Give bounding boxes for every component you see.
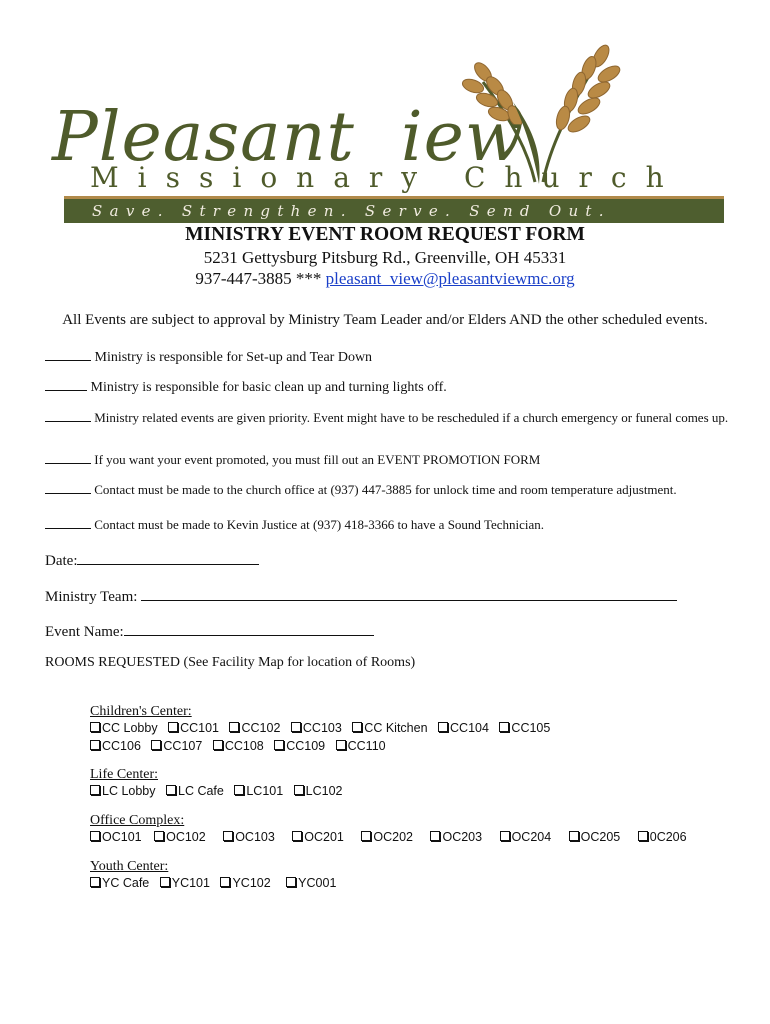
room-checkbox[interactable] xyxy=(638,830,687,844)
logo-word-iew: iew xyxy=(400,98,525,177)
checkbox-icon xyxy=(499,722,509,732)
room-label: OC205 xyxy=(580,830,621,844)
checkbox-icon xyxy=(361,831,371,841)
logo-subtitle: Missionary Church xyxy=(90,161,683,194)
checkbox-icon xyxy=(90,722,100,732)
checklist-text: If you want your event promoted, you must fill out an EVENT PROMOTION FORM xyxy=(94,452,541,467)
checklist-item xyxy=(45,348,735,366)
date-field xyxy=(45,550,259,570)
room-checkbox[interactable] xyxy=(500,830,552,844)
room-checkbox[interactable] xyxy=(229,721,280,735)
checkbox-icon xyxy=(500,831,510,841)
checklist-text: Contact must be made to the church office at (937) 447-3885 for unlock time and room temperature adjustment. xyxy=(94,482,677,497)
room-checkbox[interactable] xyxy=(160,876,210,890)
room-checkbox[interactable] xyxy=(291,721,342,735)
checkbox-icon xyxy=(336,740,346,750)
room-checkbox[interactable] xyxy=(168,721,219,735)
checklist-item xyxy=(45,516,735,533)
room-checkbox[interactable] xyxy=(213,739,264,753)
room-checkbox[interactable] xyxy=(292,830,344,844)
room-label: OC103 xyxy=(235,830,275,844)
checkbox-icon xyxy=(292,831,302,841)
room-checkbox[interactable] xyxy=(234,784,283,798)
office-complex-title: Office Complex: xyxy=(90,813,185,828)
room-label: YC101 xyxy=(171,876,210,890)
room-label: CC102 xyxy=(241,721,281,735)
checkbox-icon xyxy=(151,740,161,750)
checkbox-icon xyxy=(291,722,301,732)
email-link[interactable]: pleasant_view@pleasantviewmc.org xyxy=(325,269,575,288)
room-label: OC202 xyxy=(373,830,413,844)
room-checkbox[interactable] xyxy=(361,830,413,844)
childrens-center-title: Children's Center: xyxy=(90,704,192,719)
childrens-center-row-2 xyxy=(90,739,393,753)
room-checkbox[interactable] xyxy=(90,784,156,798)
date-input[interactable] xyxy=(77,550,259,565)
room-checkbox[interactable] xyxy=(499,721,550,735)
form-title: MINISTRY EVENT ROOM REQUEST FORM xyxy=(185,224,585,245)
checkbox-icon xyxy=(234,785,244,795)
room-label: CC104 xyxy=(450,721,489,735)
room-label: CC105 xyxy=(511,721,551,735)
checkbox-icon xyxy=(90,740,100,750)
room-checkbox[interactable] xyxy=(352,721,427,735)
ministry-team-field xyxy=(45,586,677,606)
checkbox-icon xyxy=(229,722,239,732)
room-checkbox[interactable] xyxy=(223,830,275,844)
checkbox-icon xyxy=(168,722,178,732)
childrens-center-row-1 xyxy=(90,721,557,735)
room-label: CC107 xyxy=(163,739,203,753)
room-checkbox[interactable] xyxy=(286,876,336,890)
room-label: 0C206 xyxy=(649,830,687,844)
office-complex-row xyxy=(90,830,694,844)
room-checkbox[interactable] xyxy=(90,830,142,844)
room-checkbox[interactable] xyxy=(220,876,270,890)
initials-blank[interactable] xyxy=(45,348,91,361)
logo-tagline-band xyxy=(64,196,724,223)
checkbox-icon xyxy=(154,831,164,841)
room-label: LC101 xyxy=(246,784,284,798)
checklist-text: Ministry related events are given priority. Event might have to be rescheduled if a church emergency or funeral comes up. xyxy=(94,410,729,425)
checklist-text: Ministry is responsible for basic clean up and turning lights off. xyxy=(90,380,447,395)
room-label: LC Lobby xyxy=(102,784,156,798)
initials-blank[interactable] xyxy=(45,378,87,391)
room-label: CC101 xyxy=(180,721,219,735)
church-logo xyxy=(48,42,728,224)
room-label: CC Lobby xyxy=(102,721,158,735)
date-label: Date: xyxy=(45,553,78,569)
checkbox-icon xyxy=(638,831,648,841)
checkbox-icon xyxy=(438,722,448,732)
church-address: 5231 Gettysburg Pitsburg Rd., Greenville, OH 45331 xyxy=(203,248,567,267)
room-label: CC103 xyxy=(302,721,342,735)
room-label: CC Kitchen xyxy=(364,721,428,735)
room-checkbox[interactable] xyxy=(294,784,343,798)
approval-note: All Events are subject to approval by Ministry Team Leader and/or Elders AND the other scheduled events. xyxy=(62,312,708,328)
room-checkbox[interactable] xyxy=(90,721,158,735)
checkbox-icon xyxy=(90,831,100,841)
life-center-row xyxy=(90,784,350,798)
checkbox-icon xyxy=(213,740,223,750)
initials-blank[interactable] xyxy=(45,481,91,494)
event-name-label: Event Name: xyxy=(45,624,124,640)
room-label: YC Cafe xyxy=(102,876,150,890)
room-checkbox[interactable] xyxy=(151,739,202,753)
checkbox-icon xyxy=(90,877,100,887)
room-label: YC102 xyxy=(232,876,271,890)
checklist-item xyxy=(45,378,735,396)
life-center-title: Life Center: xyxy=(90,767,159,782)
youth-center-row xyxy=(90,876,343,890)
logo-word-pleasant: Pleasant xyxy=(52,98,355,177)
checkbox-icon xyxy=(569,831,579,841)
checkbox-icon xyxy=(160,877,170,887)
room-checkbox[interactable] xyxy=(438,721,489,735)
room-checkbox[interactable] xyxy=(154,830,206,844)
checkbox-icon xyxy=(220,877,230,887)
room-checkbox[interactable] xyxy=(90,739,141,753)
checkbox-icon xyxy=(166,785,176,795)
room-label: OC102 xyxy=(166,830,206,844)
logo-tagline: Save. Strengthen. Serve. Send Out. xyxy=(92,202,611,220)
initials-blank[interactable] xyxy=(45,409,91,422)
phone-number: 937-447-3885 *** xyxy=(195,269,326,288)
room-label: OC204 xyxy=(511,830,552,844)
room-label: CC108 xyxy=(224,739,264,753)
checklist-text: Ministry is responsible for Set-up and Tear Down xyxy=(94,350,373,365)
checkbox-icon xyxy=(352,722,362,732)
room-checkbox[interactable] xyxy=(569,830,621,844)
initials-blank[interactable] xyxy=(45,451,91,464)
room-checkbox[interactable] xyxy=(274,739,325,753)
ministry-team-label: Ministry Team: xyxy=(45,589,142,605)
room-label: OC203 xyxy=(442,830,483,844)
checkbox-icon xyxy=(223,831,233,841)
checklist-item xyxy=(45,451,735,468)
room-label: CC110 xyxy=(347,739,386,753)
ministry-team-input[interactable] xyxy=(141,586,677,601)
room-label: CC109 xyxy=(286,739,326,753)
room-checkbox[interactable] xyxy=(430,830,482,844)
event-name-field xyxy=(45,621,374,641)
rooms-heading: ROOMS REQUESTED (See Facility Map for location of Rooms) xyxy=(45,655,416,670)
checkbox-icon xyxy=(294,785,304,795)
initials-blank[interactable] xyxy=(45,516,91,529)
room-checkbox[interactable] xyxy=(166,784,224,798)
checklist-item xyxy=(45,481,735,498)
room-label: OC101 xyxy=(102,830,142,844)
checklist-text: Contact must be made to Kevin Justice at (937) 418-3366 to have a Sound Technician. xyxy=(94,517,545,532)
checklist-item xyxy=(45,409,735,426)
room-checkbox[interactable] xyxy=(90,876,149,890)
checkbox-icon xyxy=(274,740,284,750)
checkbox-icon xyxy=(430,831,440,841)
room-label: YC001 xyxy=(298,876,337,890)
checkbox-icon xyxy=(286,877,296,887)
church-contact xyxy=(0,269,770,289)
room-label: CC106 xyxy=(102,739,141,753)
room-label: LC Cafe xyxy=(178,784,224,798)
room-label: LC102 xyxy=(305,784,343,798)
room-label: OC201 xyxy=(304,830,344,844)
room-checkbox[interactable] xyxy=(336,739,386,753)
youth-center-title: Youth Center: xyxy=(90,859,169,874)
event-name-input[interactable] xyxy=(124,621,374,636)
checkbox-icon xyxy=(90,785,100,795)
